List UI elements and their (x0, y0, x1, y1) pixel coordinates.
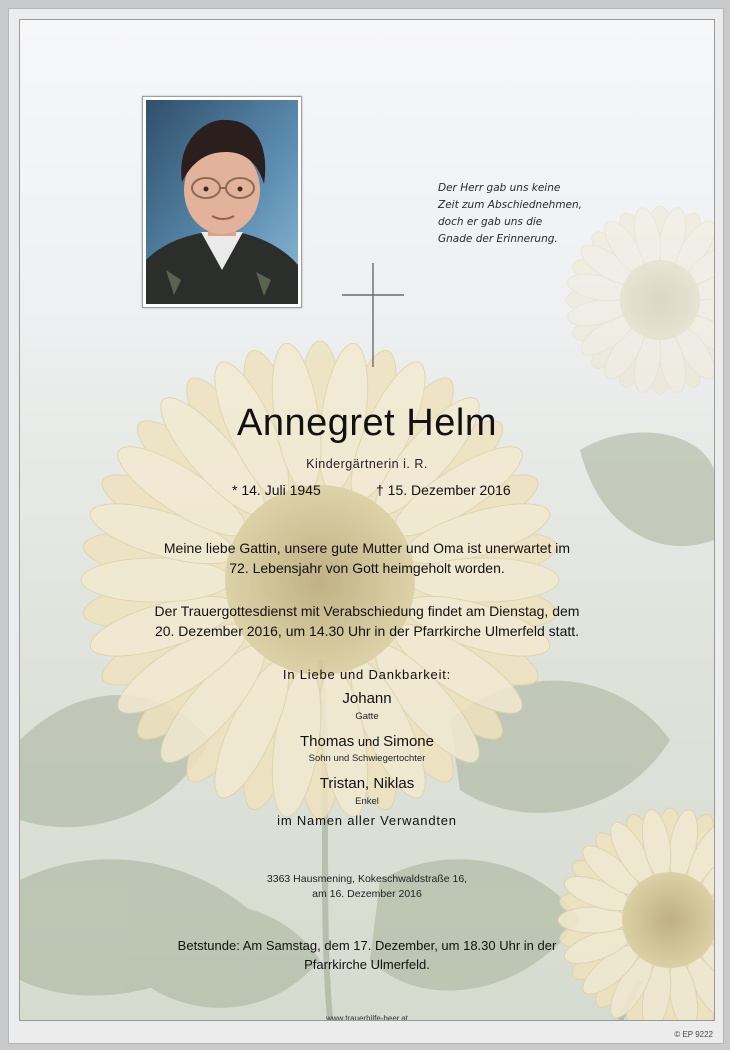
address-line: 3363 Hausmening, Kokeschwaldstraße 16, (266, 873, 468, 885)
prayer-hour-line: Betstunde: Am Samstag, dem 17. Dezember, um 18.30 Uhr in der (177, 938, 557, 953)
relatives-line: im Namen aller Verwandten (277, 813, 457, 828)
funeral-service-paragraph (20, 601, 714, 641)
sunflower-background (20, 20, 714, 1020)
paragraph-line: 72. Lebensjahr von Gott heimgeholt worden. (229, 560, 505, 576)
website-link[interactable]: www.trauerhilfe-beer.at (326, 1014, 408, 1021)
prayer-hour-line: Pfarrkirche Ulmerfeld. (304, 957, 430, 972)
product-code: © EP 9222 (674, 1030, 713, 1039)
cross-icon (342, 263, 404, 367)
announcement-paragraph (20, 538, 714, 578)
paragraph-line: Der Trauergottesdienst mit Verabschiedung findet am Dienstag, dem (154, 603, 580, 619)
obituary-card (19, 19, 715, 1021)
mourner-relation: Enkel (355, 796, 379, 807)
paragraph-line: Meine liebe Gattin, unsere gute Mutter und Oma ist unerwartet im (163, 540, 571, 556)
thanks-heading: In Liebe und Dankbarkeit: (282, 667, 452, 682)
small-sunflower (557, 807, 714, 1020)
quote-line: doch er gab uns die (438, 216, 543, 228)
mourner-name (20, 733, 714, 750)
mourner-name: Tristan, Niklas (319, 775, 415, 792)
mourner-name: Johann (342, 690, 392, 707)
death-date: † 15. Dezember 2016 (376, 482, 511, 498)
address-date: am 16. Dezember 2016 (312, 888, 422, 900)
deceased-name: Annegret Helm (237, 402, 497, 444)
birth-date: * 14. Juli 1945 (232, 482, 321, 498)
sunflower-center (620, 260, 700, 340)
paragraph-line: 20. Dezember 2016, um 14.30 Uhr in der Pfarrkirche Ulmerfeld statt. (154, 623, 580, 639)
mourner-relation: Sohn und Schwiegertochter (308, 753, 426, 764)
profession: Kindergärtnerin i. R. (306, 457, 428, 471)
mourner-name-part: Simone (383, 733, 434, 750)
quote-line: Zeit zum Abschiednehmen, (438, 199, 582, 211)
quote-line: Der Herr gab uns keine (438, 182, 561, 194)
mourner-name-part: Thomas (300, 733, 355, 750)
portrait-frame (142, 96, 302, 308)
sunflower-center (225, 485, 415, 675)
quote-line: Gnade der Erinnerung. (438, 233, 558, 245)
mourner-relation: Gatte (355, 711, 379, 722)
mourner-joiner: und (354, 734, 384, 749)
memorial-quote (438, 180, 638, 248)
paper-sheet (8, 8, 724, 1044)
portrait-photo (146, 100, 298, 304)
